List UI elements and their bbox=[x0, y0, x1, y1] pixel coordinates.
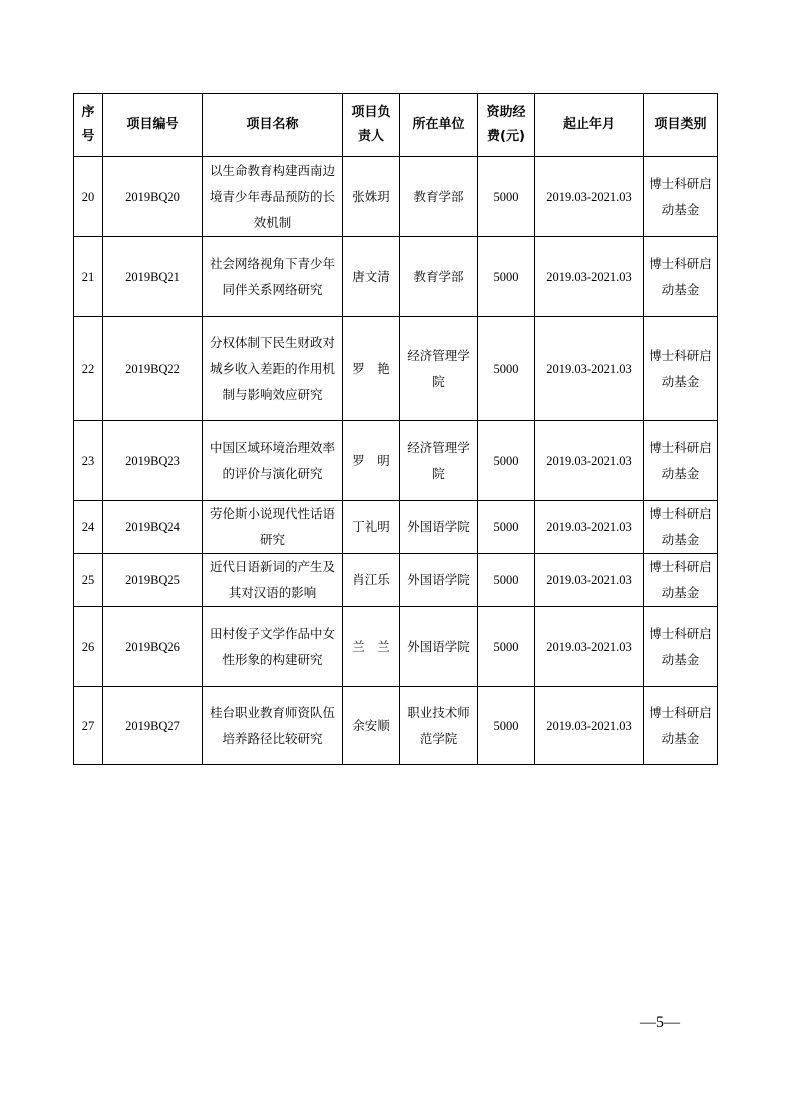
cell-category: 博士科研启动基金 bbox=[644, 237, 718, 317]
cell-name: 桂台职业教育师资队伍培养路径比较研究 bbox=[203, 687, 343, 765]
cell-funding: 5000 bbox=[478, 421, 535, 501]
cell-funding: 5000 bbox=[478, 687, 535, 765]
table-row bbox=[74, 607, 718, 687]
cell-leader: 张姝玥 bbox=[343, 157, 400, 237]
cell-code: 2019BQ23 bbox=[103, 421, 203, 501]
cell-unit: 经济管理学院 bbox=[400, 421, 478, 501]
cell-name: 以生命教育构建西南边境青少年毒品预防的长效机制 bbox=[203, 157, 343, 237]
table-row bbox=[74, 237, 718, 317]
cell-seq: 27 bbox=[74, 687, 103, 765]
cell-seq: 20 bbox=[74, 157, 103, 237]
header-code: 项目编号 bbox=[103, 94, 203, 157]
cell-code: 2019BQ27 bbox=[103, 687, 203, 765]
cell-period: 2019.03-2021.03 bbox=[535, 237, 644, 317]
cell-code: 2019BQ22 bbox=[103, 317, 203, 421]
cell-seq: 23 bbox=[74, 421, 103, 501]
header-leader: 项目负责人 bbox=[343, 94, 400, 157]
cell-unit: 外国语学院 bbox=[400, 501, 478, 554]
cell-code: 2019BQ20 bbox=[103, 157, 203, 237]
cell-seq: 25 bbox=[74, 554, 103, 607]
cell-funding: 5000 bbox=[478, 554, 535, 607]
header-category: 项目类别 bbox=[644, 94, 718, 157]
cell-seq: 26 bbox=[74, 607, 103, 687]
cell-leader: 罗 明 bbox=[343, 421, 400, 501]
header-funding: 资助经费(元) bbox=[478, 94, 535, 157]
project-table bbox=[73, 93, 718, 765]
cell-funding: 5000 bbox=[478, 501, 535, 554]
cell-leader: 丁礼明 bbox=[343, 501, 400, 554]
cell-name: 近代日语新词的产生及其对汉语的影响 bbox=[203, 554, 343, 607]
header-period: 起止年月 bbox=[535, 94, 644, 157]
cell-seq: 21 bbox=[74, 237, 103, 317]
page-number: —5— bbox=[640, 1014, 680, 1031]
cell-unit: 教育学部 bbox=[400, 157, 478, 237]
header-name: 项目名称 bbox=[203, 94, 343, 157]
table-row bbox=[74, 501, 718, 554]
cell-category: 博士科研启动基金 bbox=[644, 421, 718, 501]
cell-period: 2019.03-2021.03 bbox=[535, 554, 644, 607]
cell-name: 中国区域环境治理效率的评价与演化研究 bbox=[203, 421, 343, 501]
cell-name: 田村俊子文学作品中女性形象的构建研究 bbox=[203, 607, 343, 687]
cell-unit: 经济管理学院 bbox=[400, 317, 478, 421]
cell-unit: 教育学部 bbox=[400, 237, 478, 317]
cell-leader: 兰 兰 bbox=[343, 607, 400, 687]
cell-category: 博士科研启动基金 bbox=[644, 317, 718, 421]
table-row bbox=[74, 421, 718, 501]
cell-seq: 24 bbox=[74, 501, 103, 554]
cell-category: 博士科研启动基金 bbox=[644, 157, 718, 237]
table-row bbox=[74, 317, 718, 421]
cell-funding: 5000 bbox=[478, 607, 535, 687]
table-row bbox=[74, 554, 718, 607]
cell-funding: 5000 bbox=[478, 237, 535, 317]
cell-unit: 外国语学院 bbox=[400, 607, 478, 687]
cell-funding: 5000 bbox=[478, 317, 535, 421]
header-unit: 所在单位 bbox=[400, 94, 478, 157]
cell-unit: 外国语学院 bbox=[400, 554, 478, 607]
cell-code: 2019BQ26 bbox=[103, 607, 203, 687]
cell-leader: 罗 艳 bbox=[343, 317, 400, 421]
cell-period: 2019.03-2021.03 bbox=[535, 607, 644, 687]
cell-code: 2019BQ25 bbox=[103, 554, 203, 607]
cell-period: 2019.03-2021.03 bbox=[535, 157, 644, 237]
cell-name: 分权体制下民生财政对城乡收入差距的作用机制与影响效应研究 bbox=[203, 317, 343, 421]
cell-period: 2019.03-2021.03 bbox=[535, 421, 644, 501]
header-row bbox=[74, 94, 718, 157]
cell-seq: 22 bbox=[74, 317, 103, 421]
cell-period: 2019.03-2021.03 bbox=[535, 687, 644, 765]
cell-name: 劳伦斯小说现代性话语研究 bbox=[203, 501, 343, 554]
cell-funding: 5000 bbox=[478, 157, 535, 237]
cell-category: 博士科研启动基金 bbox=[644, 687, 718, 765]
table-row bbox=[74, 687, 718, 765]
cell-code: 2019BQ24 bbox=[103, 501, 203, 554]
cell-period: 2019.03-2021.03 bbox=[535, 317, 644, 421]
table-row bbox=[74, 157, 718, 237]
cell-unit: 职业技术师范学院 bbox=[400, 687, 478, 765]
cell-category: 博士科研启动基金 bbox=[644, 554, 718, 607]
cell-period: 2019.03-2021.03 bbox=[535, 501, 644, 554]
cell-leader: 唐文清 bbox=[343, 237, 400, 317]
header-seq: 序号 bbox=[74, 94, 103, 157]
cell-code: 2019BQ21 bbox=[103, 237, 203, 317]
cell-category: 博士科研启动基金 bbox=[644, 501, 718, 554]
cell-name: 社会网络视角下青少年同伴关系网络研究 bbox=[203, 237, 343, 317]
cell-category: 博士科研启动基金 bbox=[644, 607, 718, 687]
cell-leader: 余安顺 bbox=[343, 687, 400, 765]
cell-leader: 肖江乐 bbox=[343, 554, 400, 607]
